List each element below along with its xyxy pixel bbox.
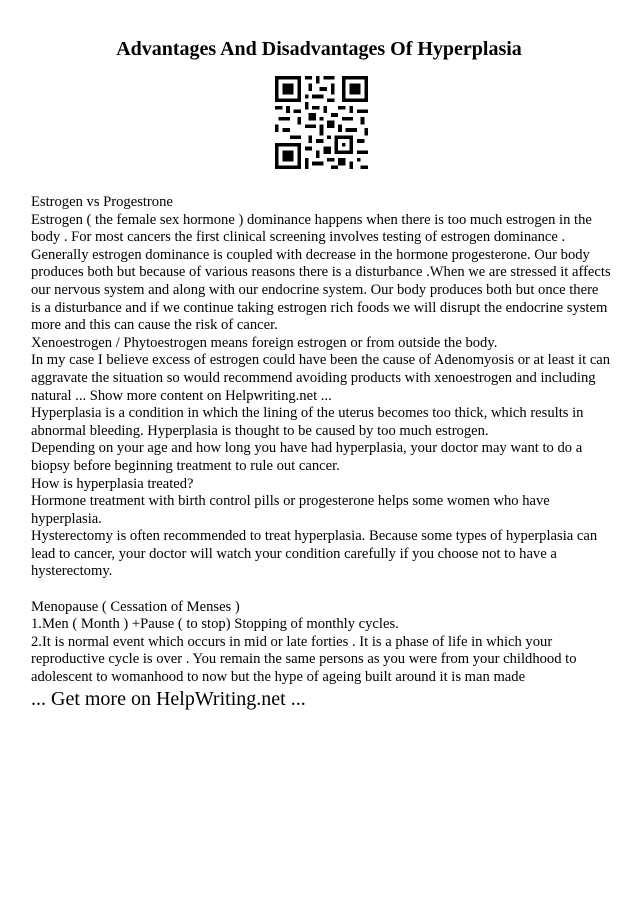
paragraph: 2.It is normal event which occurs in mid or late forties . It is a phase of life in which your reproductive cycle is over . You remain the same persons as you were from your childhood to adolescent to womanhood to now but the hype of ageing built around it is man made [31,633,577,686]
paragraph-spacer [31,581,611,599]
get-more-link[interactable]: ... Get more on HelpWriting.net ... [31,688,306,710]
paragraph-subheading: Menopause ( Cessation of Menses ) [31,598,240,615]
paragraph-subheading: Estrogen vs Progestrone [31,194,173,210]
paragraph: 1.Men ( Month ) +Pause ( to stop) Stopping of monthly cycles. [31,616,399,633]
qr-code-icon [275,76,368,169]
paragraph: Hormone treatment with birth control pills or progesterone helps some women who have hyperplasia. [31,493,550,527]
article-body [31,194,611,687]
paragraph: Xenoestrogen / Phytoestrogen means foreign estrogen or from outside the body. [31,334,498,351]
paragraph-question: How is hyperplasia treated? [31,475,194,492]
paragraph: Hysterectomy is often recommended to treat hyperplasia. Because some types of hyperplasia can lead to cancer, your doctor will watch your condition carefully if you choose not to have a hysterectomy. [31,528,598,580]
page-title: Advantages And Disadvantages Of Hyperplasia [116,38,522,60]
paragraph: Hyperplasia is a condition in which the lining of the uterus becomes too thick, which results in abnormal bleeding. Hyperplasia is thought to be caused by too much estrogen. [31,405,584,439]
paragraph: Depending on your age and how long you have had hyperplasia, your doctor may want to do a biopsy before beginning treatment to rule out cancer. [31,440,583,474]
paragraph: Estrogen ( the female sex hormone ) dominance happens when there is too much estrogen in the body . For most cancers the first clinical screening involves testing of estrogen dominance . Generally estrogen dominance is coupled with decrease in the hormone progesterone. Our body produces both but because of various reasons there is a disturbance .When we are stressed it affects our nervous system and along with our endocrine system. Our body produces both but once there is a disturbance and if we continue taking estrogen rich foods we will disrupt the endocrine system more and this can cause the risk of cancer. [31,211,611,334]
paragraph: In my case I believe excess of estrogen could have been the cause of Adenomyosis or at least it can aggravate the situation so would recommend avoiding products with xenoestrogen and including natural ... Show more content on Helpwriting.net ... [31,352,611,404]
